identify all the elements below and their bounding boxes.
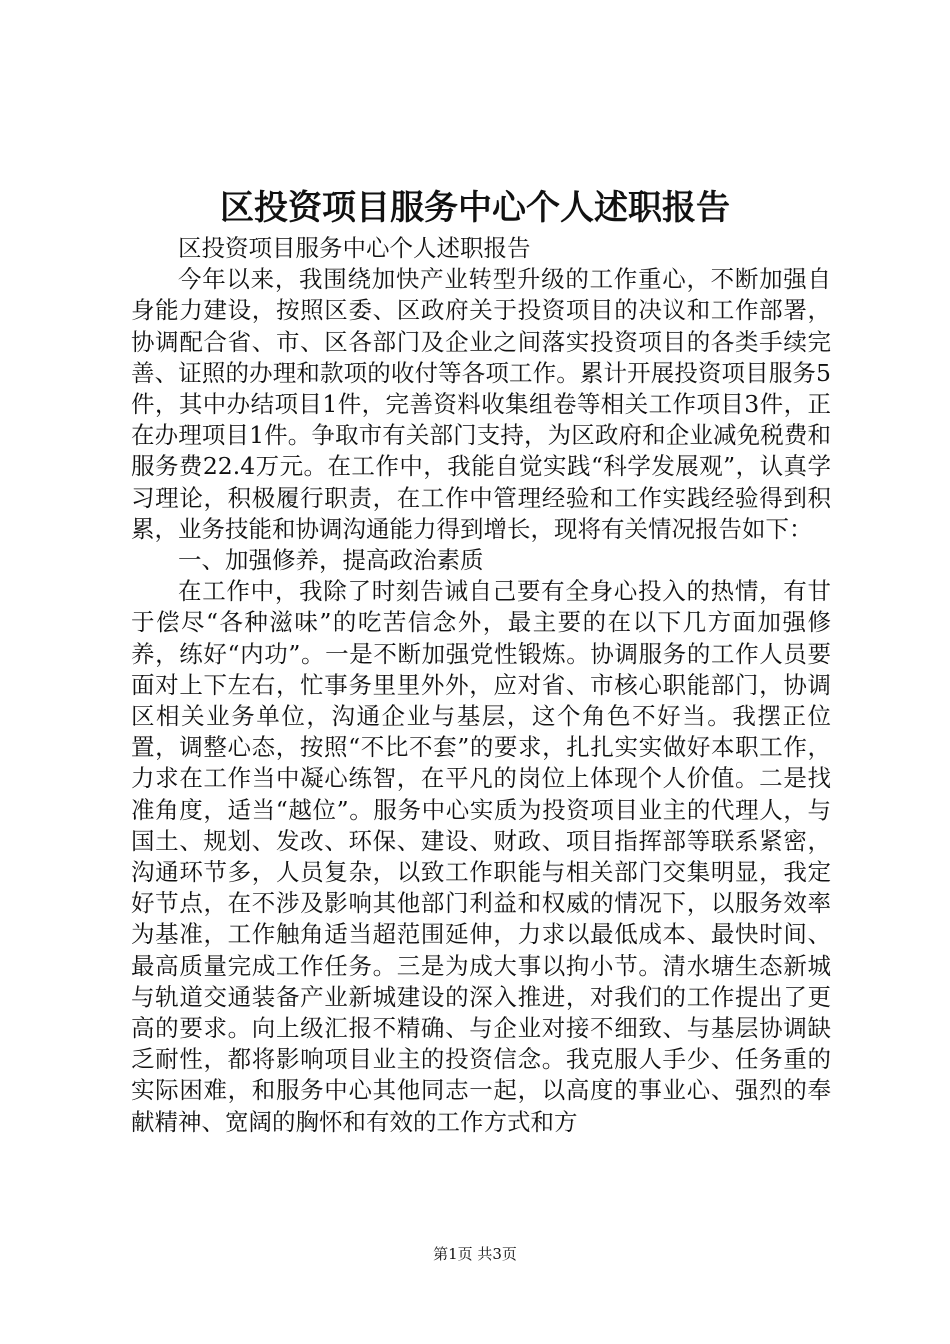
document-title: 区投资项目服务中心个人述职报告 xyxy=(220,188,730,228)
document-body xyxy=(131,233,831,1138)
subtitle-paragraph: 区投资项目服务中心个人述职报告 xyxy=(178,234,531,262)
section-paragraph: 在工作中，我除了时刻告诫自己要有全身心投入的热情，有甘于偿尽“各种滋味”的吃苦信念外，最主要的在以下几方面加强修养，练好“内功”。一是不断加强党性锻炼。协调服务的工作人员要面对上下左右，忙事务里里外外，应对省、市核心职能部门，协调区相关业务单位，沟通企业与基层，这个角色不好当。我摆正位置，调整心态，按照“不比不套”的要求，扎扎实实做好本职工作，力求在工作当中凝心练智，在平凡的岗位上体现个人价值。二是找准角度，适当“越位”。服务中心实质为投资项目业主的代理人，与国土、规划、发改、环保、建设、财政、项目指挥部等联系紧密，沟通环节多，人员复杂，以致工作职能与相关部门交集明显，我定好节点，在不涉及影响其他部门利益和权威的情况下，以服务效率为基准，工作触角适当超范围延伸，力求以最低成本、最快时间、最高质量完成工作任务。三是为成大事以拘小节。清水塘生态新城与轨道交通装备产业新城建设的深入推进，对我们的工作提出了更高的要求。向上级汇报不精确、与企业对接不细致、与基层协调缺乏耐性，都将影响项目业主的投资信念。我克服人手少、任务重的实际困难，和服务中心其他同志一起，以高度的事业心、强烈的奉献精神、宽阔的胸怀和有效的工作方式和方 xyxy=(131,577,831,1136)
page-number-footer: 第1页 共3页 xyxy=(433,1245,517,1263)
intro-paragraph: 今年以来，我围绕加快产业转型升级的工作重心，不断加强自身能力建设，按照区委、区政府关于投资项目的决议和工作部署，协调配合省、市、区各部门及企业之间落实投资项目的各类手续完善、证照的办理和款项的收付等各项工作。累计开展投资项目服务5件，其中办结项目1件，完善资料收集组卷等相关工作项目3件，正在办理项目1件。争取市有关部门支持，为区政府和企业减免税费和服务费22.4万元。在工作中，我能自觉实践“科学发展观”，认真学习理论，积极履行职责，在工作中管理经验和工作实践经验得到积累，业务技能和协调沟通能力得到增长，现将有关情况报告如下： xyxy=(131,265,831,543)
section-heading: 一、加强修养，提高政治素质 xyxy=(178,546,484,575)
